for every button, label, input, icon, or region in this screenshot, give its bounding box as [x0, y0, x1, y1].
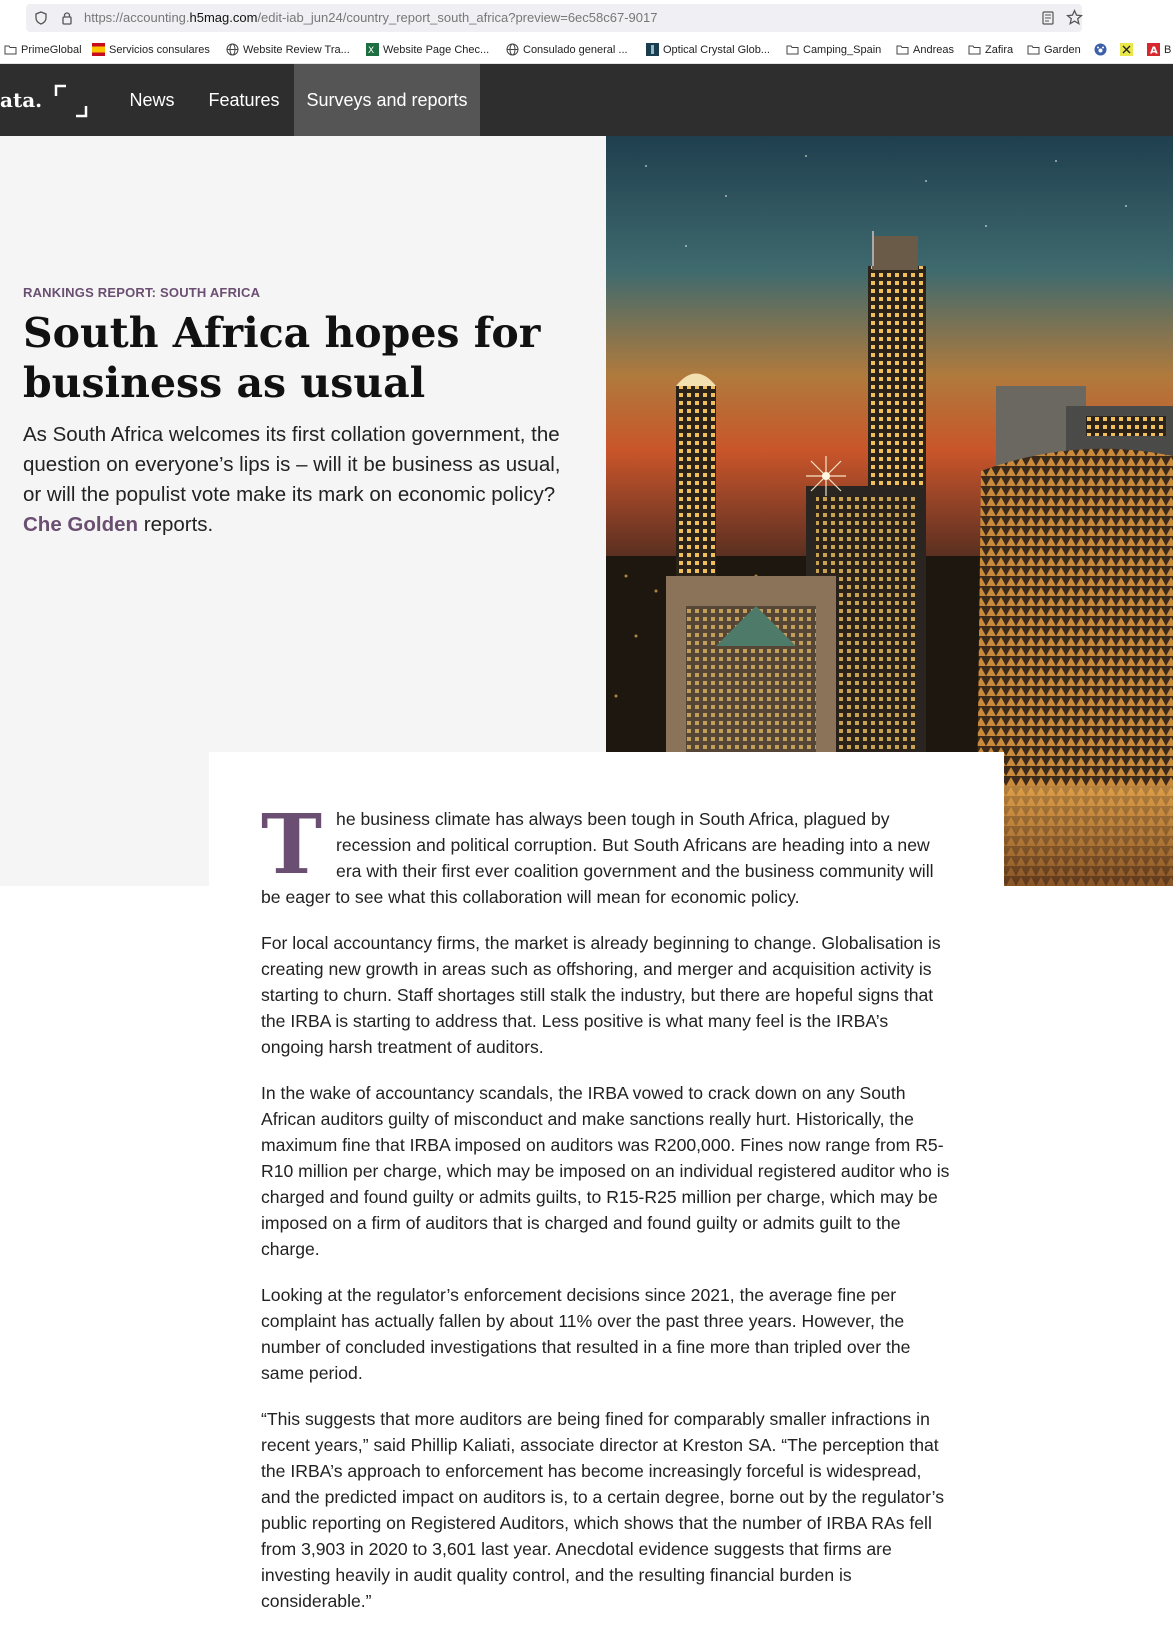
standfirst-text: As South Africa welcomes its first collation government, the question on everyone’s lips is – will it be business as usual, or will the populist vote make its mark on economic policy? — [23, 423, 561, 506]
globe-icon — [506, 43, 519, 56]
bookmark-optical-crystal[interactable] — [646, 43, 770, 56]
bookmark-label: Website Review Tra... — [243, 43, 350, 56]
bookmark-paw[interactable] — [1094, 43, 1107, 56]
author-link[interactable]: Che Golden — [23, 513, 139, 536]
bookmark-label: Website Page Chec... — [383, 43, 490, 56]
address-bar[interactable] — [26, 4, 1082, 32]
bookmark-consulado-general[interactable] — [506, 43, 628, 56]
article-body — [261, 797, 951, 1631]
svg-text:X: X — [368, 46, 375, 56]
paragraph-5: “This suggests that more auditors are being fined for comparably smaller infractions in recent years,” said Phillip Kaliati, associate director at Kreston SA. “The perception that the IRBA’s approach to enforcement has become increasingly forceful is widespread, and the predicted impact on auditors is, to a certain degree, borne out by the regulator’s public reporting on Registered Auditors, which shows that the number of IRBA RAs fell from 3,903 in 2020 to 3,601 last year. Anecdotal evidence suggests that firms are investing heavily in audit quality control, and the resulting financial burden is considerable.” — [261, 1409, 944, 1611]
url-text[interactable] — [84, 10, 657, 25]
bookmark-label: Consulado general ... — [523, 43, 628, 56]
spain-flag-icon — [92, 43, 105, 56]
bookmark-label: Optical Crystal Glob... — [663, 43, 770, 56]
folder-icon — [786, 43, 799, 56]
paragraph-1 — [261, 797, 951, 910]
article-kicker: RANKINGS REPORT: SOUTH AFRICA — [23, 285, 261, 300]
nav-news[interactable]: News — [129, 90, 175, 110]
bookmark-label: Zafira — [985, 43, 1014, 56]
expand-icon[interactable] — [54, 84, 88, 118]
folder-icon — [968, 43, 981, 56]
site-icon — [646, 43, 659, 56]
acrobat-icon — [1147, 43, 1160, 56]
folder-icon — [896, 43, 909, 56]
url-domain: h5mag.com — [189, 10, 258, 25]
paragraph-3: In the wake of accountancy scandals, the IRBA vowed to crack down on any South African auditors guilty of misconduct and make sanctions really hurt. Historically, the maximum fine that IRBA imposed on auditors was R200,000. Fines now range from R5-R10 million per charge, which may be imposed on an individual registered auditor who is charged and found guilty or admits guilts, to R15-R25 million per charge, which may be imposed on a firm of auditors that is charged and found guilty or admits guilt to the charge. — [261, 1083, 950, 1259]
bookmark-servicios-consulares[interactable] — [92, 43, 210, 56]
excel-icon — [366, 43, 379, 56]
article-standfirst — [23, 420, 563, 540]
site-logo[interactable]: ata. — [0, 88, 43, 112]
x-icon — [1120, 43, 1133, 56]
bookmark-zafira[interactable] — [968, 43, 1013, 56]
standfirst-suffix: reports. — [138, 513, 214, 536]
bookmark-label: Garden — [1044, 43, 1081, 56]
globe-icon — [226, 43, 239, 56]
drop-cap: T — [261, 797, 323, 893]
url-prefix: https://accounting. — [84, 10, 190, 25]
bookmark-label: PrimeGlobal — [21, 43, 82, 56]
bookmark-label: Andreas — [913, 43, 954, 56]
paragraph-4: Looking at the regulator’s enforcement decisions since 2021, the average fine per complaint has actually fallen by about 11% over the past three years. However, the number of concluded investigations that resulted in a fine more than tripled over the same period. — [261, 1285, 911, 1383]
url-path: /edit-iab_jun24/country_report_south_africa?preview=6ec58c67-9017 — [257, 10, 658, 25]
bookmarks-bar — [0, 36, 1173, 64]
shield-icon[interactable] — [34, 11, 48, 25]
folder-icon — [4, 43, 17, 56]
bookmark-camping-spain[interactable] — [786, 43, 881, 56]
paragraph-2: For local accountancy firms, the market is already beginning to change. Globalisation is creating new growth in areas such as offshoring, and merger and acquisition activity is starting to churn. Staff shortages still stalk the industry, but there are hopeful signs that the IRBA is starting to address that. Less positive is what many feel is the IRBA’s ongoing harsh treatment of auditors. — [261, 933, 941, 1057]
nav-surveys-and-reports[interactable]: Surveys and reports — [294, 64, 480, 136]
svg-text:A: A — [1150, 45, 1158, 56]
bookmark-acrobat[interactable] — [1147, 43, 1171, 56]
paw-icon — [1094, 43, 1107, 56]
bookmark-website-review[interactable] — [226, 43, 350, 56]
bookmark-primeglobal[interactable] — [4, 43, 82, 56]
bookmark-label: Camping_Spain — [803, 43, 882, 56]
site-nav — [0, 64, 1173, 136]
bookmark-website-page-check[interactable] — [366, 43, 489, 56]
nav-features[interactable]: Features — [208, 90, 280, 110]
folder-icon — [1027, 43, 1040, 56]
reader-view-icon[interactable] — [1040, 10, 1056, 26]
browser-toolbar — [0, 0, 1173, 36]
bookmark-star-icon[interactable] — [1066, 9, 1083, 26]
bookmark-andreas[interactable] — [896, 43, 954, 56]
bookmark-garden[interactable] — [1027, 43, 1081, 56]
lock-icon[interactable] — [60, 11, 74, 25]
bookmark-x[interactable] — [1120, 43, 1133, 56]
bookmark-label: Servicios consulares — [109, 43, 210, 56]
article-headline: South Africa hopes for business as usual — [23, 309, 541, 407]
paragraph-1-text: he business climate has always been tough in South Africa, plagued by recession and political corruption. But South Africans are heading into a new era with their first ever coalition government and the business community will be eager to see what this collaboration will mean for economic policy. — [261, 809, 934, 907]
bookmark-label: B — [1164, 43, 1172, 56]
